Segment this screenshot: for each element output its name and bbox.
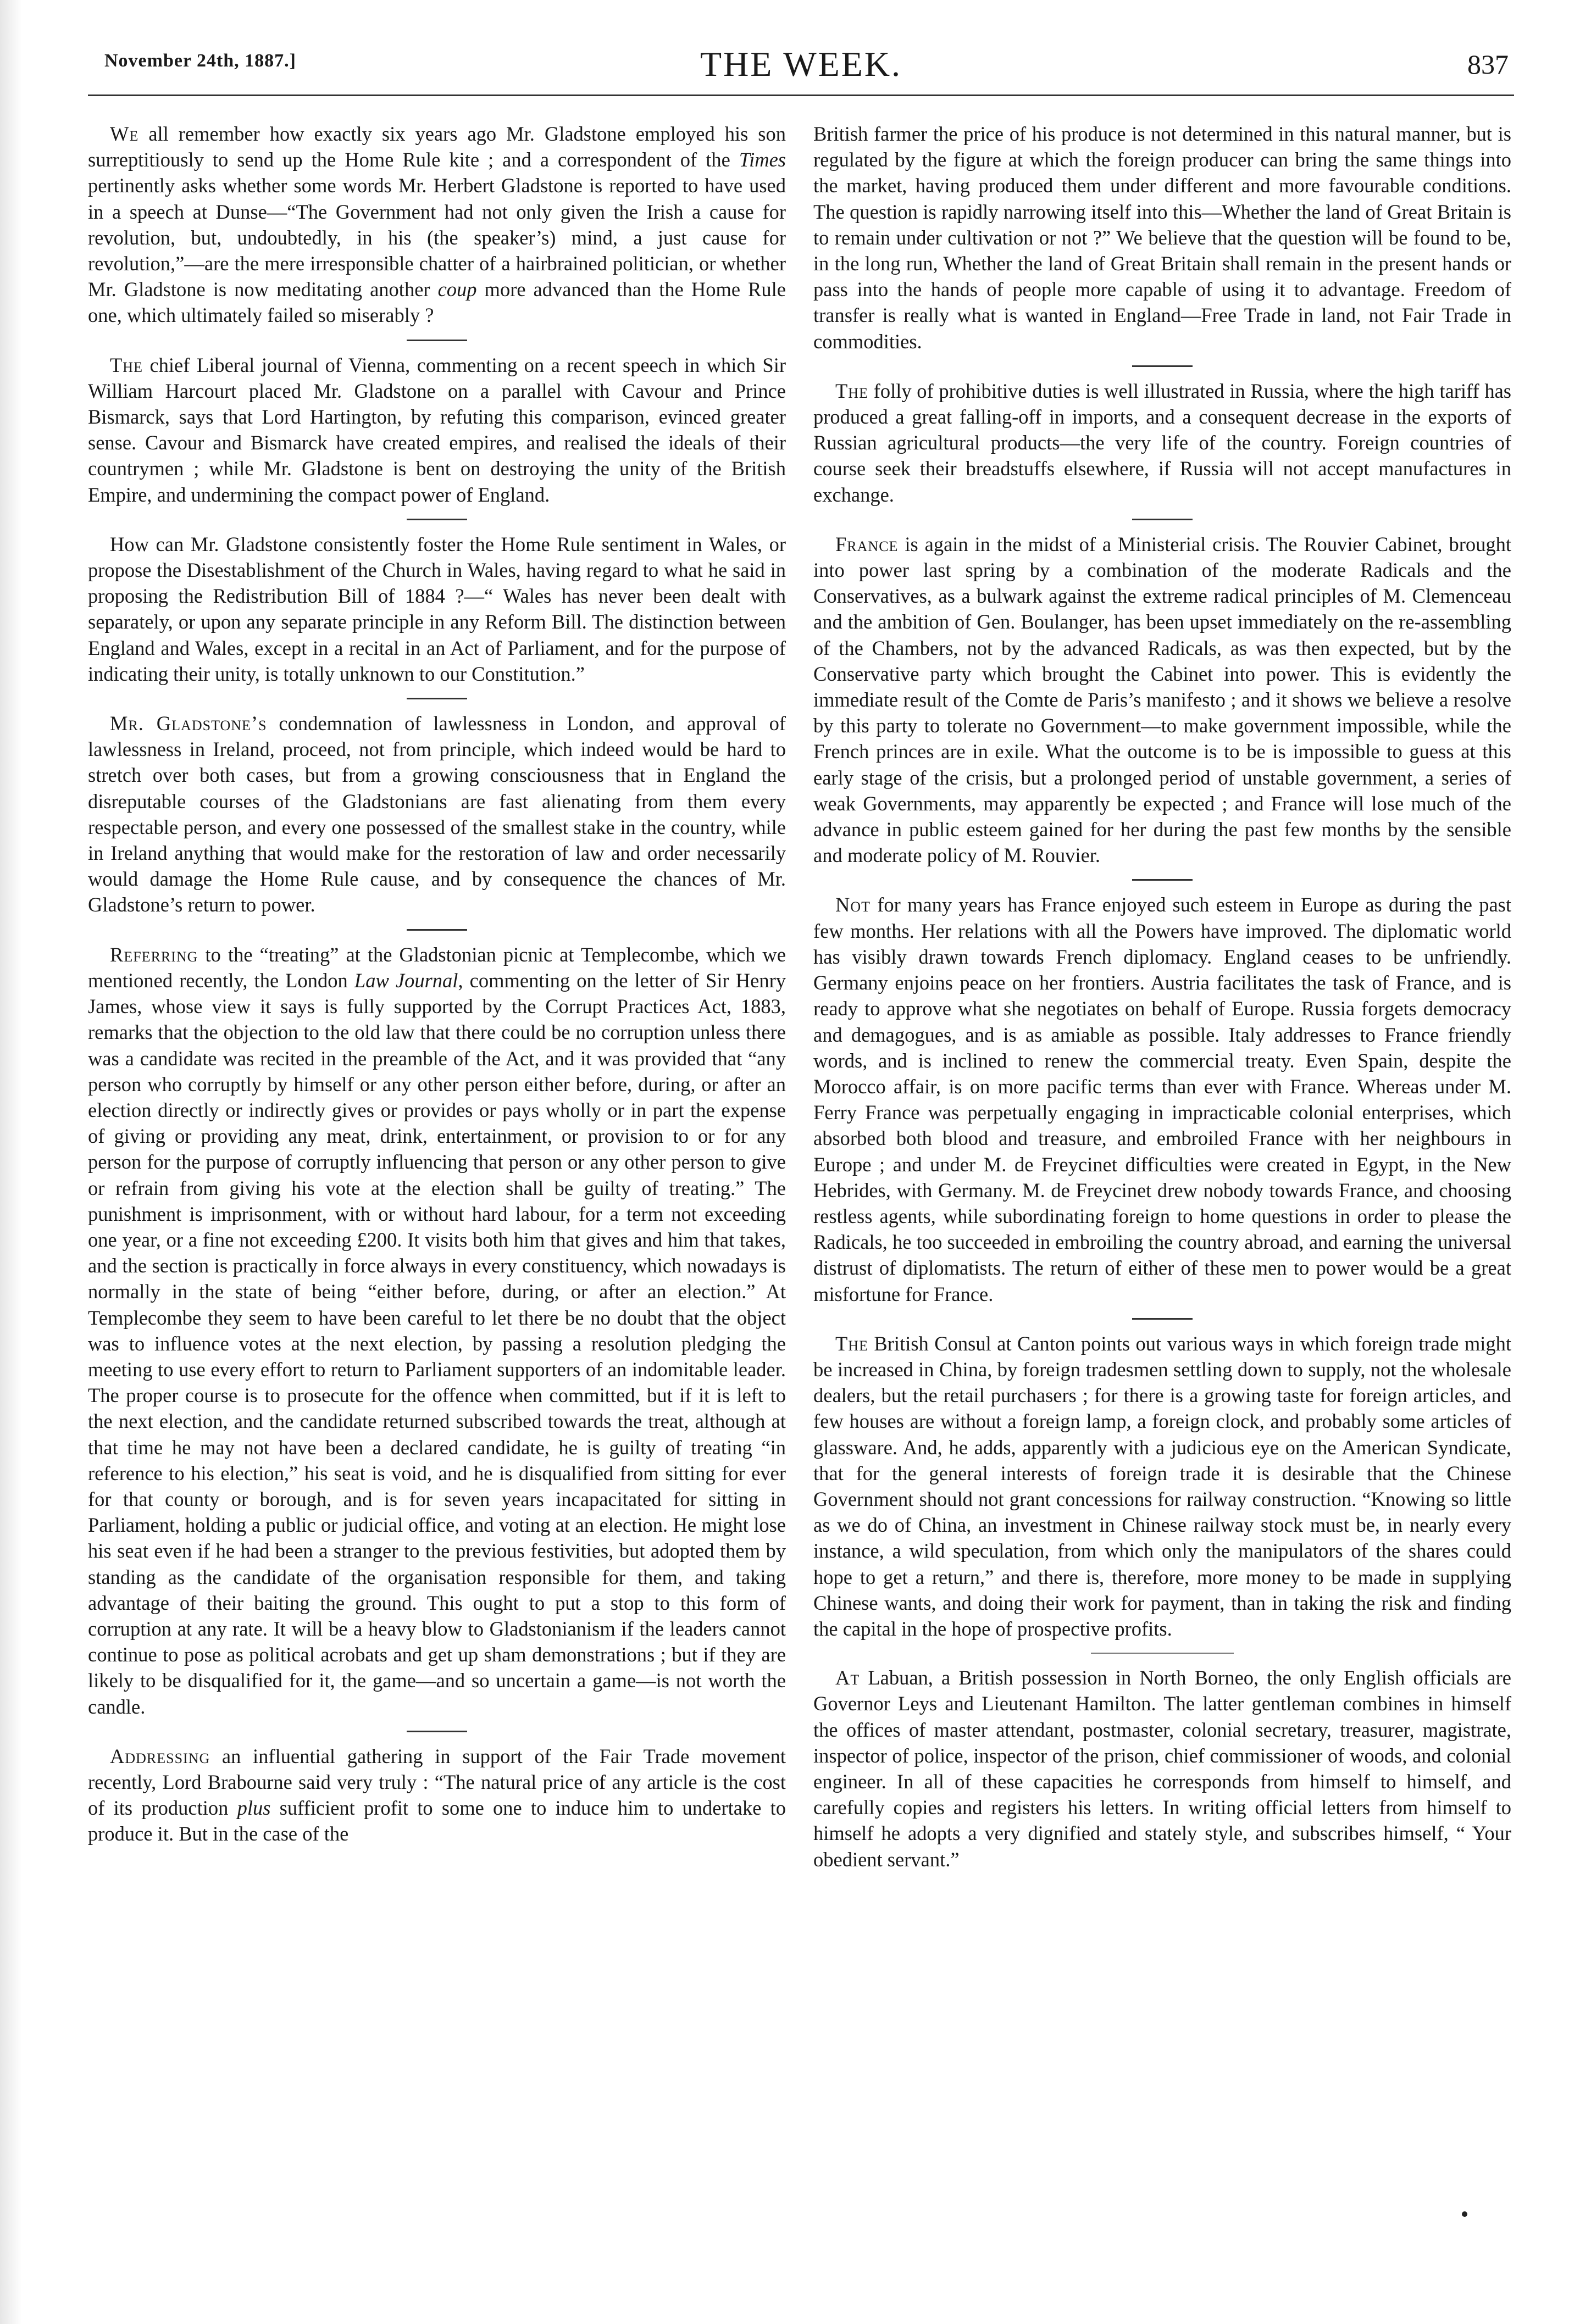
header-rule	[88, 94, 1514, 96]
page-header	[88, 44, 1514, 104]
article-paragraph: How can Mr. Gladstone consistently foster the Home Rule sentiment in Wales, or propose the Disestablishment of the Church in Wales, having regard to what he said in proposing the Redistribution Bill of 1884 ?—“ Wales has never been dealt with separately, or upon any separate principle in any Reform Bill. The distinction between England and Wales, except in a recital in an Act of Parliament, and for the purpose of indicating their unity, is totally unknown to our Constitution.”	[88, 532, 786, 685]
article-paragraph: We all remember how exactly six years ago Mr. Gladstone employed his son surreptitiously to send up the Home Rule kite ; and a correspondent of the Times pertinently asks whether some words Mr. Herbert Gladstone is reported to have used in a speech at Dunse—“The Government had not only given the Irish a cause for revolution, but, undoubtedly, in his (the speaker’s) mind, a just cause for revolution,”—are the mere irresponsible chatter of a hairbrained politician, or whether Mr. Gladstone is now meditating another coup more advanced than the Home Rule one, which ultimately failed so miserably ?	[88, 123, 786, 327]
left-column	[88, 121, 786, 1847]
section-divider	[1132, 519, 1193, 520]
section-divider	[407, 929, 467, 931]
article-paragraph: France is again in the midst of a Ministerial crisis. The Rouvier Cabinet, brought into power last spring by a combination of the moderate Radicals and the Conservatives, as a bulwark against the extreme radical principles of M. Clemenceau and the ambition of Gen. Boulanger, has been upset immediately on the re-assembling of the Chambers, not by the advanced Radicals, as was then expected, but by the Conservative party which brought the Cabinet into power. This is evidently the immediate result of the Comte de Paris’s manifesto ; and it shows we believe a resolve by this party to tolerate no Government—to make government impossible, while the French princes are in exile. What the outcome is to be is impossible to guess at this early stage of the crisis, but a prolonged period of unstable government, a series of weak Governments, may apparently be expected ; and France will lose much of the advance in public esteem gained for her during the past few months by the sensible and moderate policy of M. Rouvier.	[813, 532, 1511, 867]
article-paragraph: The British Consul at Canton points out various ways in which foreign trade might be increased in China, by foreign tradesmen settling down to supply, not the wholesale dealers, but the retail purchasers ; for there is a growing taste for foreign articles, and few houses are without a foreign lamp, a foreign clock, and probably some articles of glassware. And, he adds, apparently with a judicious eye on the American Syndicate, that for the general interests of foreign trade it is desirable that the Chinese Government should not grant concessions for railway construction. “Knowing so little as we do of China, an investment in Chinese railway stock must be, in nearly every instance, a wild speculation, from which only the manipulators of the shares could hope to get a return,” and there is, therefore, more money to be made in supplying Chinese wants, and doing their work for payment, than in taking the risk and finding the capital in the hope of prospective profits.	[813, 1332, 1511, 1640]
section-divider	[407, 1731, 467, 1732]
section-divider	[407, 698, 467, 699]
ink-dot	[1462, 2211, 1467, 2217]
article-paragraph: Mr. Gladstone’s condemnation of lawlessness in London, and approval of lawlessness in Ireland, proceed, not from principle, which indeed would be hard to stretch over both cases, but from a growing consciousness that in England the disreputable courses of the Gladstonians are fast alienating from them every respectable person, and every one possessed of the smallest stake in the country, while in Ireland anything that would make for the restoration of law and order necessarily would damage the Home Rule cause, and by consequence the chances of Mr. Gladstone’s return to power.	[88, 712, 786, 916]
section-divider	[407, 519, 467, 520]
section-divider	[407, 340, 467, 341]
article-paragraph: Referring to the “treating” at the Gladstonian picnic at Templecombe, which we mentioned recently, the London Law Journal, commenting on the letter of Sir Henry James, whose view it says is fully supported by the Corrupt Practices Act, 1883, remarks that the objection to the old law that there could be no corruption unless there was a candidate was recited in the preamble of the Act, and it was provided that “any person who corruptly by himself or any other person either before, during, or after an election directly or indirectly gives or provides or pays wholly or in part the expense of giving or providing any meat, drink, entertainment, or provision to or for any person for the purpose of corruptly influencing that person or any other person to give or refrain from giving his vote at the election shall be guilty of treating.” The punishment is imprisonment, with or without hard labour, for a term not exceeding one year, or a fine not exceeding £200. It visits both him that gives and him that takes, and the section is practically in force always in every constituency, which nowadays is normally in the state of being “either before, during, or after an election.” At Templecombe they seem to have been careful to let there be no doubt that the object was to influence votes at the next election, by passing a resolution pledging the meeting to use every effort to return to Parliament supporters of an indomitable leader. The proper course is to prosecute for the offence when committed, but if it is left to the next election, and the candidate returned subscribed towards the treat, although at that time he may not have been a declared candidate, he is guilty of treating “in reference to his election,” his seat is void, and he is disqualified from sitting for ever for that county or borough, and is for seven years incapacitated for sitting in Parliament, holding a public or judicial office, and voting at an election. He might lose his seat even if he had been a stranger to the previous festivities, but adopted them by standing as the candidate of the organisation responsible for them, and taking advantage of their baiting the ground. This ought to put a stop to this form of corruption at any rate. It will be a heavy blow to Gladstonianism if the leaders cannot continue to pose as political acrobats and get up sham demonstrations ; but if they are likely to be disqualified for it, the game—and so uncertain a game—is not worth the candle.	[88, 943, 786, 1718]
article-paragraph: The folly of prohibitive duties is well illustrated in Russia, where the high tariff has produced a great falling-off in imports, and a consequent decrease in the exports of Russian agricultural products—the very life of the country. Foreign countries of course seek their breadstuffs elsewhere, if Russia will not accept manufactures in exchange.	[813, 379, 1511, 506]
article-paragraph: Addressing an influential gathering in support of the Fair Trade movement recently, Lord Brabourne said very truly : “The natural price of any article is the cost of its production plus sufficient profit to some one to induce him to undertake to produce it. But in the case of the	[88, 1744, 786, 1845]
section-divider	[1132, 365, 1193, 367]
section-divider	[1132, 879, 1193, 881]
issue-date: November 24th, 1887.]	[104, 51, 296, 71]
publication-title: THE WEEK.	[700, 45, 902, 84]
page-number: 837	[1467, 49, 1509, 80]
page-edge-shadow	[0, 0, 22, 2324]
article-paragraph: At Labuan, a British possession in North Borneo, the only English officials are Governor Leys and Lieutenant Hamilton. The latter gentleman combines in himself the offices of master attendant, postmaster, colonial secretary, treasurer, magistrate, inspector of police, inspector of the prison, chief commissioner of woods, and colonial engineer. In all of these capacities he corresponds from himself to himself, and carefully copies and registers his letters. In writing official letters from himself to himself he adopts a very dignified and stately style, and subscribes himself, “ Your obedient servant.”	[813, 1666, 1511, 1871]
article-paragraph: The chief Liberal journal of Vienna, commenting on a recent speech in which Sir William Harcourt placed Mr. Gladstone on a parallel with Cavour and Prince Bismarck, says that Lord Hartington, by refuting this comparison, evinced greater sense. Cavour and Bismarck have created empires, and realised the ideals of their countrymen ; while Mr. Gladstone is bent on destroying the unity of the British Empire, and undermining the compact power of England.	[88, 353, 786, 506]
article-paragraph: Not for many years has France enjoyed such esteem in Europe as during the past few months. Her relations with all the Powers have improved. The diplomatic world has visibly drawn towards French diplomacy. England ceases to be unfriendly. Germany enjoins peace on her frontiers. Austria facilitates the task of France, and is ready to approve what she negotiates on behalf of Europe. Russia forgets democracy and demagogues, and is as amiable as possible. Italy addresses to France friendly words, and is inclined to renew the commercial treaty. Even Spain, despite the Morocco affair, is on more pacific terms than ever with France. Whereas under M. Ferry France was perpetually engaging in impracticable colonial enterprises, which absorbed both blood and treasure, and embroiled France with her neighbours in Europe ; and under M. de Freycinet difficulties were created in Egypt, in the New Hebrides, with Germany. M. de Freycinet drew nobody towards France, and choosing restless agents, while subordinating foreign to home questions in order to please the Radicals, he too succeeded in embroiling the country abroad, and earning the universal distrust of diplomatists. The return of either of these men to power would be a great misfortune for France.	[813, 893, 1511, 1305]
article-paragraph: British farmer the price of his produce is not determined in this natural manner, but is regulated by the figure at which the foreign producer can bring the same things into the market, having produced them under different and more favourable conditions. The question is rapidly narrowing itself into this—Whether the land of Great Britain is to remain under cultivation or not ?” We believe that the question will be found to be, in the long run, Whether the land of Great Britain shall remain in the present hands or pass into the hands of people more capable of using it to advantage. Freedom of transfer is really what is wanted in England—Free Trade in land, not Fair Trade in commodities.	[813, 123, 1511, 353]
section-divider	[1091, 1653, 1234, 1654]
right-column	[813, 121, 1511, 1872]
section-divider	[1132, 1318, 1193, 1320]
